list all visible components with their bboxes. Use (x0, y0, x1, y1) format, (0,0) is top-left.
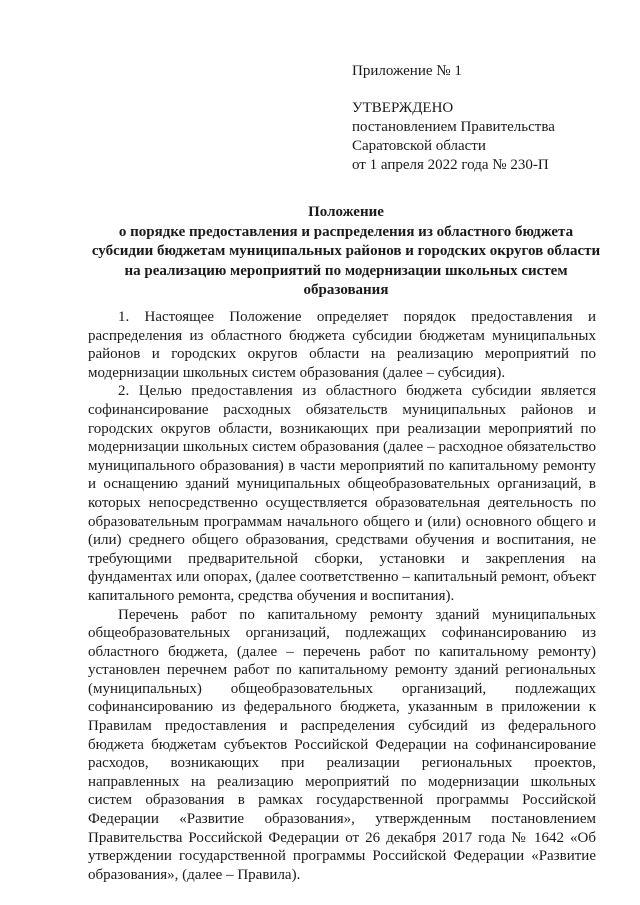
annex-label: Приложение № 1 (352, 63, 462, 79)
approved-label: УТВЕРЖДЕНО (352, 100, 454, 116)
title-subtitle: о порядке предоставления и распределения из областного бюджета субсидии бюджетам муниципальных районов и городских округов области на реализацию мероприятий по модернизации школьных систем образования (91, 223, 601, 298)
title-heading: Положение (308, 204, 384, 220)
approval-line-2: Саратовской области (352, 138, 486, 154)
paragraph-2: 2. Целью предоставления из областного бюджета субсидии является софинансирование расходных обязательств муниципальных районов и городских округов области, возникающих при реализации мероприятий по модернизации школьных систем образования (далее – расходное обязательство муниципального образования) в части мероприятий по капитальному ремонту и оснащению зданий муниципальных общеобразовательных организаций, в которых непосредственно осуществляется образовательная деятельность по образовательным программам начального общего и (или) основного общего и (или) среднего общего образования, средствами обучения и воспитания, не требующими предварительной сборки, установки и закрепления на фундаментах или опорах, (далее соответственно – капитальный ремонт, объект капитального ремонта, средства обучения и воспитания). (88, 383, 596, 604)
document-body (88, 308, 596, 884)
approval-line-1: постановлением Правительства (352, 119, 555, 135)
paragraph-3: Перечень работ по капитальному ремонту зданий муниципальных общеобразовательных организаций, подлежащих софинансированию из областного бюджета, (далее – перечень работ по капитальному ремонту) установлен перечнем работ по капитальному ремонту зданий региональных (муниципальных) общеобразовательных организаций, подлежащих софинансированию из федерального бюджета, указанным в приложении к Правилам предоставления и распределения субсидий из федерального бюджета бюджетам субъектов Российской Федерации на софинансирование расходов, возникающих при реализации региональных проектов, направленных на реализацию мероприятий по модернизации школьных систем образования в рамках государственной программы Российской Федерации «Развитие образования», утвержденным постановлением Правительства Российской Федерации от 26 декабря 2017 года № 1642 «Об утверждении государственной программы Российской Федерации «Развитие образования», (далее – Правила). (88, 606, 596, 883)
document-title (88, 203, 604, 301)
paragraph-1: 1. Настоящее Положение определяет порядок предоставления и распределения из областного бюджета субсидии бюджетам муниципальных районов и городских округов области на реализацию мероприятий по модернизации школьных систем образования (далее – субсидия). (88, 309, 596, 381)
approval-line-3: от 1 апреля 2022 года № 230-П (352, 157, 549, 173)
approval-stamp (352, 62, 612, 175)
